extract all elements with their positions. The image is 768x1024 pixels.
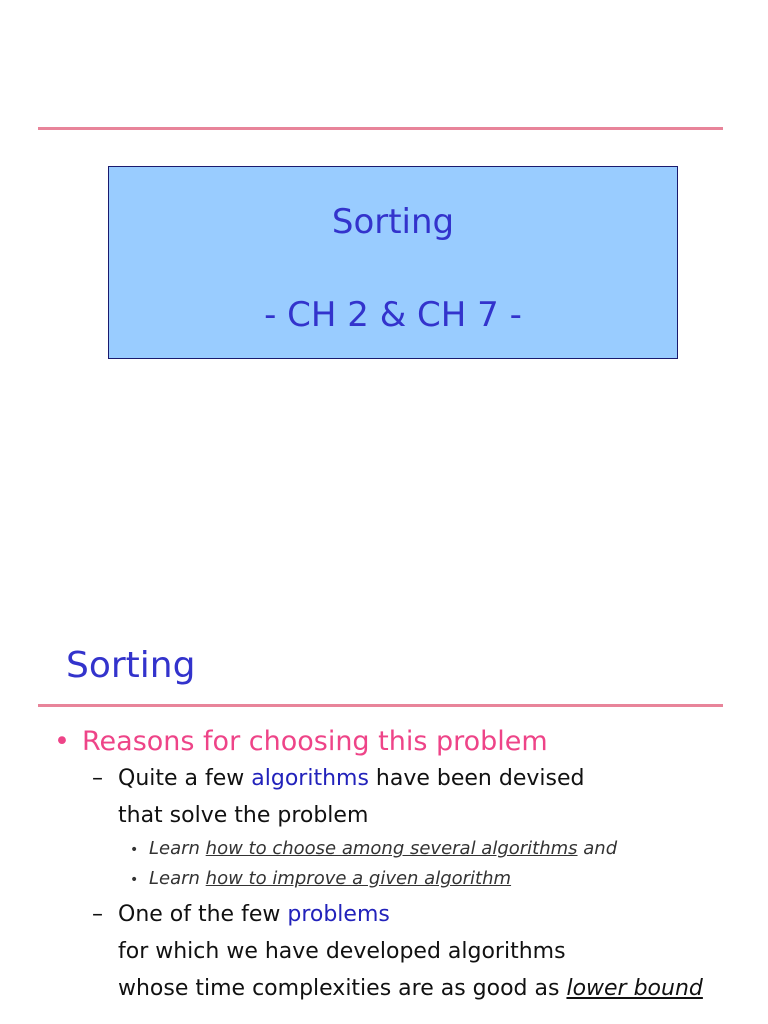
dash-icon: – (92, 766, 103, 791)
bullet-reasons-text: Reasons for choosing this problem (82, 726, 548, 757)
sub-learn-improve (130, 868, 511, 889)
title-line-1: Sorting (331, 202, 455, 242)
sub-dot-icon: • (130, 872, 139, 888)
item-algorithms-cont: that solve the problem (118, 803, 369, 828)
dash-icon: – (92, 902, 103, 927)
item1-pre: Quite a few (118, 766, 252, 791)
bullet-dot-icon: • (54, 726, 70, 757)
section-divider (38, 704, 723, 707)
title-box (108, 166, 678, 359)
item-problems (92, 902, 390, 927)
item1-post: have been devised (368, 766, 585, 791)
item2-cont2-pre: whose time complexities are as good as (118, 976, 567, 1001)
bullet-reasons (54, 726, 548, 757)
item2-pre: One of the few (118, 902, 288, 927)
sub2-pre: Learn (149, 868, 206, 889)
item2-highlight: problems (287, 902, 390, 927)
sub-dot-icon: • (130, 842, 139, 858)
sub-learn-choose (130, 838, 617, 859)
item-problems-cont1: for which we have developed algorithms (118, 939, 566, 964)
sub2-link: how to improve a given algorithm (205, 868, 512, 889)
top-divider (38, 127, 723, 130)
sub1-link: how to choose among several algorithms (205, 838, 578, 859)
item-problems-cont2 (118, 976, 703, 1001)
title-line-2: - CH 2 & CH 7 - (264, 295, 522, 335)
item1-highlight: algorithms (251, 766, 369, 791)
item-algorithms (92, 766, 584, 791)
sub1-pre: Learn (149, 838, 206, 859)
lower-bound-term: lower bound (566, 976, 703, 1001)
sub1-post: and (577, 838, 618, 859)
section-heading: Sorting (66, 645, 196, 686)
